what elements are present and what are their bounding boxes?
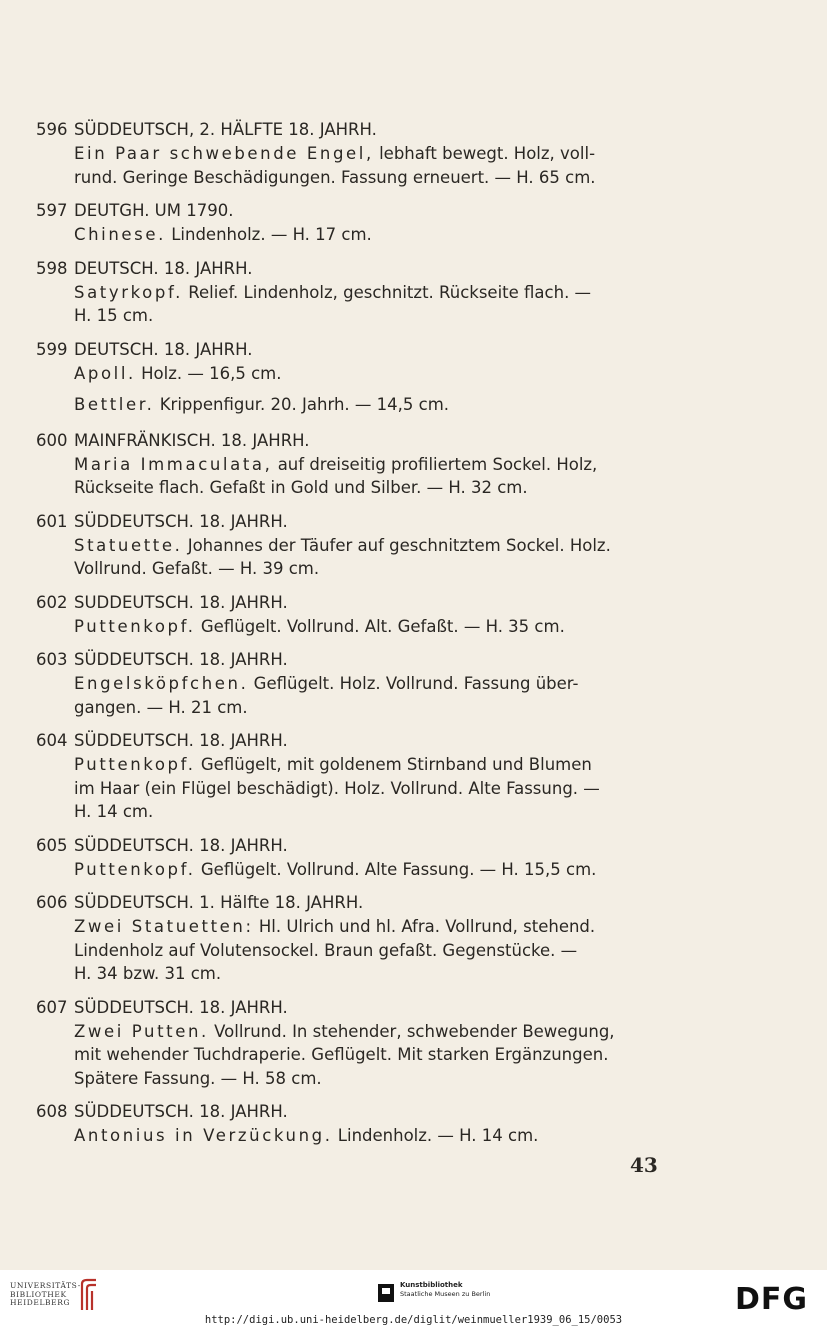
entry-heading: DEUTGH. UM 1790. bbox=[74, 201, 234, 220]
entry-number: 604 bbox=[36, 731, 68, 750]
kunstbibliothek-logo-icon[interactable] bbox=[378, 1284, 394, 1302]
entry-number: 596 bbox=[36, 120, 68, 139]
entry-heading: SÜDDEUTSCH. 18. JAHRH. bbox=[74, 835, 288, 855]
entry-title: Puttenkopf. bbox=[74, 616, 196, 636]
entry-text: Hl. Ulrich und hl. Afra. Vollrund, stehend. Lindenholz auf Volutensockel. Braun gefaßt. Gegenstücke. — H. 34 bzw. 31 cm. bbox=[74, 917, 596, 983]
entry-599-extra bbox=[74, 393, 658, 417]
entry-title: Chinese. bbox=[74, 225, 166, 244]
entry-text: Geflügelt. Vollrund. Alt. Gefaßt. — H. 35 cm. bbox=[195, 616, 565, 636]
entry-heading: SÜDDEUTSCH. 18. JAHRH. bbox=[74, 650, 288, 669]
entry-title: Maria Immaculata, bbox=[74, 454, 273, 474]
entry-text: Lindenholz. — H. 14 cm. bbox=[332, 1126, 539, 1145]
entry-heading: SUDDEUTSCH. 18. JAHRH. bbox=[74, 592, 288, 612]
kunstbibliothek-label: Kunstbibliothek Staatliche Museen zu Berlin bbox=[400, 1281, 491, 1298]
entry-number: 601 bbox=[36, 511, 68, 531]
entry-heading: SÜDDEUTSCH, 2. HÄLFTE 18. JAHRH. bbox=[74, 120, 377, 139]
entry-text: Relief. Lindenholz, geschnitzt. Rückseite flach. — H. 15 cm. bbox=[74, 282, 592, 325]
entry-605 bbox=[36, 834, 658, 882]
entry-number: 608 bbox=[36, 1102, 68, 1121]
entry-number: 607 bbox=[36, 997, 68, 1017]
entry-text: Geflügelt, mit goldenem Stirnband und Blumen im Haar (ein Flügel beschädigt). Holz. Vollrund. Alte Fassung. — H. 14 cm. bbox=[74, 755, 600, 821]
ub-heidelberg-label: UNIVERSITÄTS- BIBLIOTHEK HEIDELBERG bbox=[10, 1281, 81, 1307]
entry-number: 599 bbox=[36, 339, 68, 359]
entry-number: 606 bbox=[36, 893, 68, 912]
entry-heading: DEUTSCH. 18. JAHRH. bbox=[74, 339, 253, 359]
entry-600 bbox=[36, 429, 658, 500]
entry-number: 597 bbox=[36, 201, 68, 220]
entry-597 bbox=[36, 199, 658, 247]
entry-596 bbox=[36, 118, 658, 189]
entry-601 bbox=[36, 510, 658, 581]
entry-text: Geflügelt. Vollrund. Alte Fassung. — H. 15,5 cm. bbox=[195, 859, 597, 879]
entry-heading: SÜDDEUTSCH. 18. JAHRH. bbox=[74, 731, 288, 750]
entry-number: 602 bbox=[36, 592, 68, 612]
entry-title: Puttenkopf. bbox=[74, 859, 196, 879]
entry-text: lebhaft bewegt. Holz, voll- rund. Geringe Beschädigungen. Fassung erneuert. — H. 65 cm. bbox=[74, 144, 596, 187]
entry-heading: SÜDDEUTSCH. 18. JAHRH. bbox=[74, 511, 288, 531]
entry-title: Statuette. bbox=[74, 535, 183, 555]
entry-title: Satyrkopf. bbox=[74, 282, 183, 302]
entry-604 bbox=[36, 729, 658, 824]
entry-heading: SÜDDEUTSCH. 1. Hälfte 18. JAHRH. bbox=[74, 893, 364, 912]
entry-number: 598 bbox=[36, 258, 68, 278]
entry-title: Zwei Statuetten: bbox=[74, 917, 254, 936]
entry-608 bbox=[36, 1100, 658, 1148]
entry-title: Bettler. bbox=[74, 395, 155, 414]
entry-602 bbox=[36, 591, 658, 639]
entry-title: Puttenkopf. bbox=[74, 755, 196, 774]
entry-heading: DEUTSCH. 18. JAHRH. bbox=[74, 258, 253, 278]
entry-number: 603 bbox=[36, 650, 68, 669]
entry-598 bbox=[36, 257, 658, 328]
entry-599 bbox=[36, 338, 658, 386]
entry-text: Geflügelt. Holz. Vollrund. Fassung über- gangen. — H. 21 cm. bbox=[74, 674, 579, 717]
ub-heidelberg-logo-icon[interactable] bbox=[76, 1278, 100, 1312]
dfg-logo[interactable]: DFG bbox=[735, 1282, 809, 1317]
entry-number: 600 bbox=[36, 430, 68, 450]
entry-607 bbox=[36, 996, 658, 1091]
entry-title: Apoll. bbox=[74, 363, 136, 383]
entry-text: Krippenfigur. 20. Jahrh. — 14,5 cm. bbox=[154, 395, 450, 414]
entry-606 bbox=[36, 891, 658, 986]
permalink-url[interactable]: http://digi.ub.uni-heidelberg.de/diglit/weinmueller1939_06_15/0053 bbox=[204, 1314, 623, 1326]
entry-text: Johannes der Täufer auf geschnitztem Sockel. Holz. Vollrund. Gefaßt. — H. 39 cm. bbox=[74, 535, 611, 578]
entry-text: Vollrund. In stehender, schwebender Bewegung, mit wehender Tuchdraperie. Geflügelt. Mit starken Ergänzungen. Spätere Fassung. — H. 58 cm. bbox=[74, 1021, 615, 1088]
entries-list bbox=[36, 118, 658, 1158]
entry-title: Engelsköpfchen. bbox=[74, 674, 249, 693]
entry-heading: SÜDDEUTSCH. 18. JAHRH. bbox=[74, 1102, 288, 1121]
entry-603 bbox=[36, 648, 658, 719]
entry-text: auf dreiseitig profiliertem Sockel. Holz, Rückseite flach. Gefaßt in Gold und Silber. — H. 32 cm. bbox=[74, 454, 598, 497]
entry-heading: SÜDDEUTSCH. 18. JAHRH. bbox=[74, 997, 288, 1017]
entry-title: Zwei Putten. bbox=[74, 1021, 209, 1041]
digitization-footer bbox=[0, 1270, 827, 1329]
entry-title: Antonius in Verzückung. bbox=[74, 1126, 333, 1145]
entry-text: Lindenholz. — H. 17 cm. bbox=[165, 225, 372, 244]
entry-heading: MAINFRÄNKISCH. 18. JAHRH. bbox=[74, 430, 310, 450]
entry-number: 605 bbox=[36, 835, 68, 855]
page-number: 43 bbox=[630, 1153, 658, 1177]
entry-text: Holz. — 16,5 cm. bbox=[135, 363, 282, 383]
entry-title: Ein Paar schwebende Engel, bbox=[74, 144, 374, 163]
